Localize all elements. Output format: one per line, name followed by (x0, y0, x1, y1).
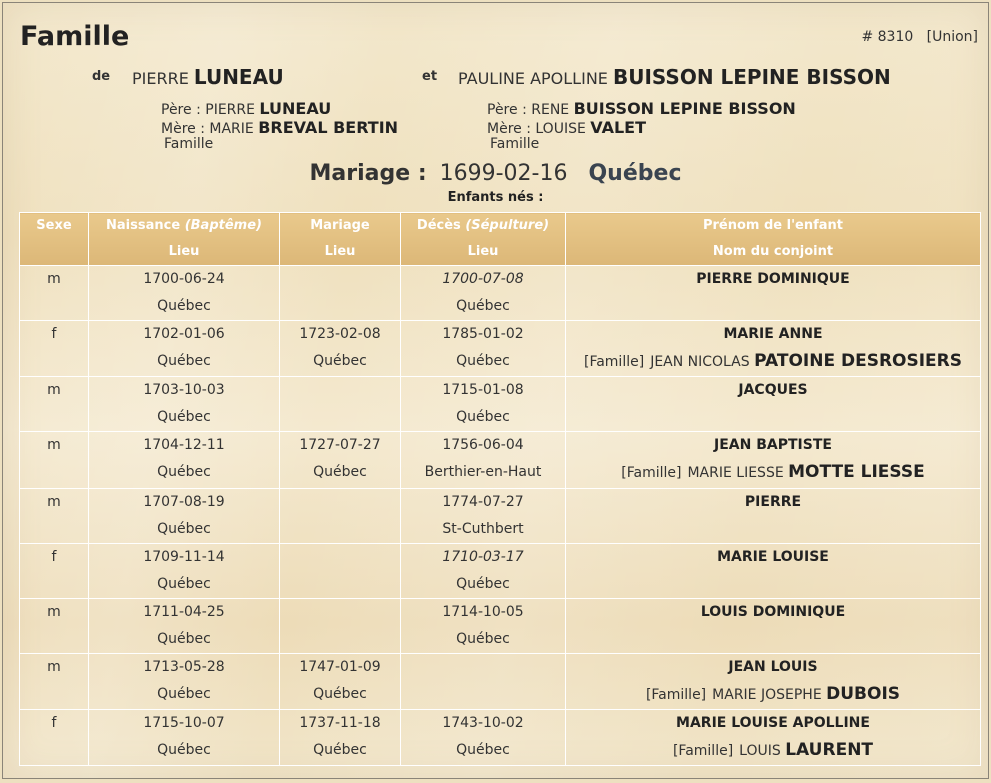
wife-father-label: Père : (487, 102, 527, 118)
cell-birth (89, 710, 280, 766)
birth-place: Québec (157, 298, 211, 314)
col-sepulture-label: (Sépulture) (465, 218, 550, 233)
death-date: 1756-06-04 (442, 437, 524, 453)
table-row (20, 710, 981, 766)
cell-marriage (280, 432, 401, 489)
birth-date: 1713-05-28 (143, 659, 225, 675)
death-date (401, 654, 565, 681)
col-mariage-label: Mariage (310, 218, 370, 233)
birth-date: 1703-10-03 (143, 382, 225, 398)
col-lieu-label: Lieu (324, 244, 356, 259)
children-table-header (20, 213, 981, 266)
birth-date: 1715-10-07 (143, 715, 225, 731)
birth-date: 1711-04-25 (143, 604, 225, 620)
wife-father[interactable] (487, 99, 796, 118)
marriage-date: 1737-11-18 (299, 715, 381, 731)
col-lieu-label: Lieu (467, 244, 499, 259)
col-deces (401, 213, 566, 266)
cell-sex (20, 377, 89, 432)
cell-sex (20, 266, 89, 321)
wife-father-surname: BUISSON LEPINE BISSON (573, 99, 796, 118)
sex-value: f (51, 549, 57, 565)
marriage-date: 1747-01-09 (299, 659, 381, 675)
child-name-link[interactable]: LOUIS DOMINIQUE (700, 604, 846, 620)
wife-mother-surname: VALET (590, 118, 646, 137)
birth-place: Québec (157, 742, 211, 758)
death-place: Québec (456, 298, 510, 314)
marriage-date: 1699-02-16 (439, 161, 568, 186)
birth-place: Québec (157, 521, 211, 537)
children-table (19, 212, 981, 766)
cell-sex (20, 654, 89, 710)
marriage-date (280, 377, 400, 404)
cell-death (401, 266, 566, 321)
birth-place: Québec (157, 353, 211, 369)
marriage-place: Québec (313, 353, 367, 369)
sex-value: m (47, 382, 61, 398)
birth-date: 1709-11-14 (143, 549, 225, 565)
record-type-link[interactable]: [Union] (926, 29, 978, 45)
cell-child (566, 266, 981, 321)
wife-surname: BUISSON LEPINE BISSON (612, 65, 891, 89)
marriage-date (280, 489, 400, 516)
birth-date: 1700-06-24 (143, 271, 225, 287)
husband-name[interactable] (132, 65, 284, 89)
child-name-link[interactable]: PIERRE DOMINIQUE (696, 271, 850, 287)
col-mariage (280, 213, 401, 266)
cell-death (401, 599, 566, 654)
cell-death (401, 544, 566, 599)
col-lieu-label: Lieu (168, 244, 200, 259)
child-name-link[interactable]: JEAN LOUIS (728, 659, 818, 675)
child-name-link[interactable]: MARIE LOUISE APOLLINE (676, 715, 870, 731)
table-row (20, 266, 981, 321)
marriage-line (3, 161, 988, 186)
marriage-date (280, 266, 400, 293)
col-naissance-label: Naissance (106, 218, 181, 233)
sex-value: f (51, 326, 57, 342)
col-deces-label: Décès (416, 218, 461, 233)
child-spouse[interactable] (566, 737, 980, 764)
cell-marriage (280, 654, 401, 710)
cell-birth (89, 377, 280, 432)
wife-given: PAULINE APOLLINE (458, 69, 608, 88)
marriage-date (280, 544, 400, 571)
cell-birth (89, 544, 280, 599)
spouse-given: MARIE LIESSE (687, 465, 784, 481)
death-date: 1710-03-17 (442, 549, 524, 565)
marriage-place (280, 516, 400, 543)
col-naissance (89, 213, 280, 266)
husband-father-label: Père : (161, 102, 201, 118)
cell-sex (20, 489, 89, 544)
cell-marriage (280, 710, 401, 766)
cell-child (566, 321, 981, 377)
death-place: Québec (456, 631, 510, 647)
cell-birth (89, 432, 280, 489)
cell-child (566, 377, 981, 432)
table-row (20, 321, 981, 377)
husband-prefix: de (92, 69, 111, 84)
cell-sex (20, 321, 89, 377)
death-date: 1700-07-08 (442, 271, 524, 287)
husband-mother-given: MARIE (209, 121, 254, 137)
col-prenom-label: Prénom de l'enfant (702, 218, 844, 233)
spouse-surname: PATOINE DESROSIERS (754, 351, 963, 371)
col-conjoint-label: Nom du conjoint (712, 244, 834, 259)
spouse-surname: DUBOIS (826, 684, 901, 704)
death-date: 1743-10-02 (442, 715, 524, 731)
cell-sex (20, 544, 89, 599)
marriage-place (280, 571, 400, 598)
husband-mother-label: Mère : (161, 121, 205, 137)
cell-birth (89, 266, 280, 321)
child-name-link[interactable]: JEAN BAPTISTE (714, 437, 832, 453)
cell-death (401, 654, 566, 710)
cell-marriage (280, 321, 401, 377)
child-name-link[interactable]: MARIE LOUISE (717, 549, 829, 565)
marriage-place: Québec (313, 464, 367, 480)
cell-death (401, 377, 566, 432)
cell-sex (20, 710, 89, 766)
family-record-page (2, 2, 989, 779)
spouse-given: LOUIS (739, 743, 781, 759)
death-place: Québec (456, 742, 510, 758)
sex-value: m (47, 437, 61, 453)
cell-birth (89, 654, 280, 710)
col-sexe (20, 213, 89, 266)
cell-marriage (280, 544, 401, 599)
cell-death (401, 489, 566, 544)
marriage-date: 1727-07-27 (299, 437, 381, 453)
death-date: 1714-10-05 (442, 604, 524, 620)
spouse-given: JEAN NICOLAS (650, 354, 750, 370)
child-name-link[interactable]: JACQUES (738, 382, 808, 398)
wife-parents-family-link[interactable]: Famille (490, 136, 540, 152)
wife-name[interactable] (458, 65, 891, 89)
cell-marriage (280, 599, 401, 654)
husband-father-surname: LUNEAU (259, 99, 332, 118)
marriage-place: Québec (313, 686, 367, 702)
birth-place: Québec (157, 631, 211, 647)
col-bapteme-label: (Baptême) (184, 218, 262, 233)
death-place: Québec (456, 409, 510, 425)
cell-child (566, 489, 981, 544)
cell-marriage (280, 489, 401, 544)
page-title: Famille (20, 21, 130, 52)
cell-child (566, 654, 981, 710)
table-row (20, 654, 981, 710)
col-enfant (566, 213, 981, 266)
birth-place: Québec (157, 409, 211, 425)
child-name-link[interactable]: MARIE ANNE (723, 326, 823, 342)
wife-prefix: et (422, 69, 438, 84)
sex-value: m (47, 494, 61, 510)
cell-birth (89, 489, 280, 544)
table-row (20, 377, 981, 432)
birth-date: 1702-01-06 (143, 326, 225, 342)
husband-parents-family-link[interactable]: Famille (164, 136, 214, 152)
birth-place: Québec (157, 576, 211, 592)
death-date: 1785-01-02 (442, 326, 524, 342)
death-place: Berthier-en-Haut (424, 464, 542, 480)
wife-mother-label: Mère : (487, 121, 531, 137)
husband-father-given: PIERRE (205, 102, 255, 118)
cell-death (401, 710, 566, 766)
spouse-surname: LAURENT (785, 740, 874, 760)
wife-mother[interactable] (487, 118, 646, 137)
cell-marriage (280, 377, 401, 432)
husband-mother[interactable] (161, 118, 398, 137)
marriage-date (280, 599, 400, 626)
husband-surname: LUNEAU (193, 65, 284, 89)
cell-child (566, 599, 981, 654)
husband-father[interactable] (161, 99, 331, 118)
spouse-surname: MOTTE LIESSE (788, 462, 925, 482)
cell-child (566, 432, 981, 489)
marriage-date: 1723-02-08 (299, 326, 381, 342)
death-date: 1715-01-08 (442, 382, 524, 398)
child-name-link[interactable]: PIERRE (744, 494, 802, 510)
sex-value: m (47, 659, 61, 675)
sex-value: m (47, 271, 61, 287)
table-row (20, 599, 981, 654)
marriage-place: Québec (588, 161, 682, 186)
husband-given: PIERRE (132, 69, 189, 88)
death-place: St-Cuthbert (442, 521, 524, 537)
marriage-label: Mariage : (309, 161, 427, 186)
birth-date: 1704-12-11 (143, 437, 225, 453)
record-number: # 8310 (861, 29, 914, 45)
col-sexe-label: Sexe (36, 218, 72, 233)
marriage-place (280, 404, 400, 431)
cell-birth (89, 321, 280, 377)
spouse-family-link[interactable]: [Famille] (621, 465, 682, 481)
death-date: 1774-07-27 (442, 494, 524, 510)
child-spouse[interactable] (566, 459, 980, 486)
marriage-place (280, 626, 400, 653)
husband-mother-surname: BREVAL BERTIN (258, 118, 399, 137)
spouse-given: MARIE JOSEPHE (712, 687, 822, 703)
cell-death (401, 321, 566, 377)
birth-date: 1707-08-19 (143, 494, 225, 510)
spouse-family-link[interactable]: [Famille] (645, 687, 707, 703)
sex-value: f (51, 715, 57, 731)
sex-value: m (47, 604, 61, 620)
cell-birth (89, 599, 280, 654)
birth-place: Québec (157, 464, 211, 480)
table-row (20, 489, 981, 544)
cell-sex (20, 432, 89, 489)
table-row (20, 544, 981, 599)
death-place: Québec (456, 353, 510, 369)
marriage-place: Québec (313, 742, 367, 758)
wife-father-given: RENE (531, 102, 570, 118)
death-place (401, 681, 565, 708)
spouse-family-link[interactable]: [Famille] (672, 743, 734, 759)
cell-child (566, 544, 981, 599)
cell-sex (20, 599, 89, 654)
children-heading: Enfants nés : (447, 190, 544, 205)
spouse-family-link[interactable]: [Famille] (583, 354, 645, 370)
wife-mother-given: LOUISE (535, 121, 586, 137)
cell-child (566, 710, 981, 766)
child-spouse[interactable] (566, 681, 980, 708)
birth-place: Québec (157, 686, 211, 702)
record-id (861, 29, 978, 45)
table-row (20, 432, 981, 489)
marriage-place (280, 293, 400, 320)
child-spouse[interactable] (566, 348, 980, 375)
cell-death (401, 432, 566, 489)
cell-marriage (280, 266, 401, 321)
death-place: Québec (456, 576, 510, 592)
